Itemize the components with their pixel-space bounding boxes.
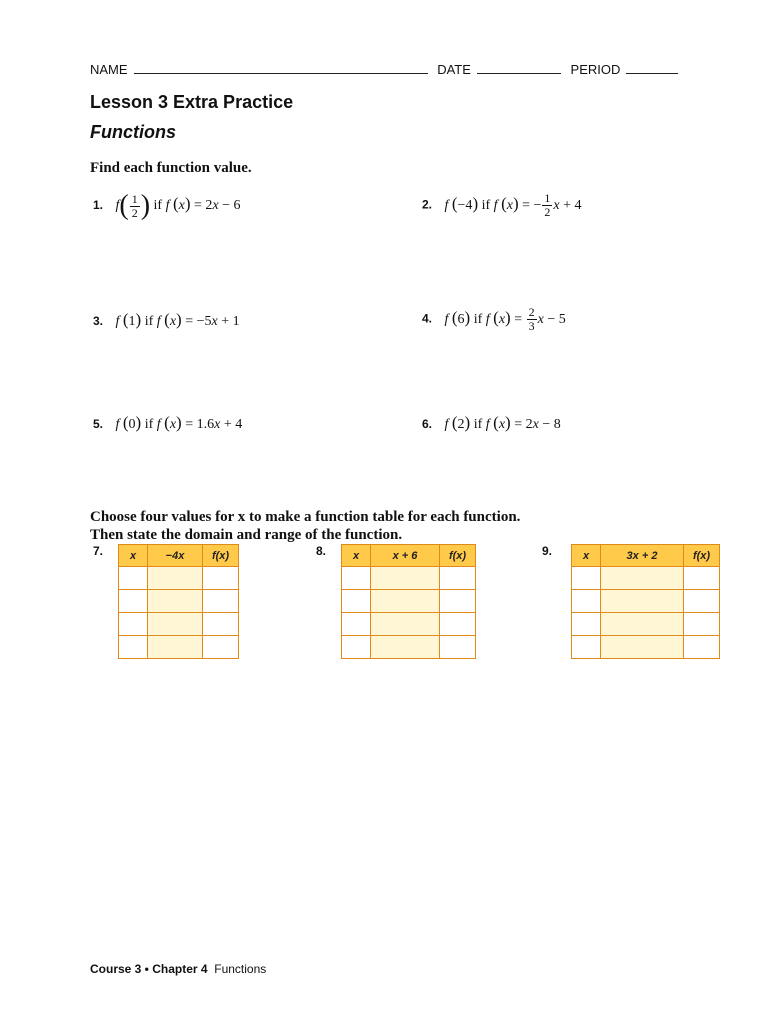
table-cell[interactable]	[572, 590, 601, 613]
problem-expression: f( $\frac{1}{2}$ ) if f (x) = 2x − 6	[115, 190, 241, 221]
table-9-number: 9.	[542, 544, 553, 558]
date-blank[interactable]	[477, 62, 561, 74]
col-header-rule: x + 6	[371, 545, 440, 567]
table-cell[interactable]	[342, 590, 371, 613]
problem-2	[422, 192, 582, 219]
table-row	[572, 636, 720, 659]
problem-number: 2.	[422, 197, 433, 212]
table-cell[interactable]	[342, 613, 371, 636]
table-cell[interactable]	[342, 636, 371, 659]
lesson-subtitle: Functions	[90, 122, 176, 142]
table-cell[interactable]	[203, 613, 239, 636]
table-row	[119, 636, 239, 659]
table-row	[572, 613, 720, 636]
col-header-x: x	[572, 545, 601, 567]
name-blank[interactable]	[134, 62, 428, 74]
problem-expression: f (1) if f (x) = −5x + 1	[115, 310, 240, 329]
table-cell[interactable]	[371, 636, 440, 659]
table-cell[interactable]	[148, 613, 203, 636]
table-cell[interactable]	[601, 567, 684, 590]
table-cell[interactable]	[601, 613, 684, 636]
instructions-function-table-line-1: Choose four values for x to make a function table for each function.	[90, 509, 521, 525]
table-cell[interactable]	[148, 636, 203, 659]
table-row	[342, 636, 476, 659]
problem-number: 4.	[422, 311, 433, 326]
table-cell[interactable]	[684, 636, 720, 659]
problem-4	[422, 306, 566, 333]
table-cell[interactable]	[684, 613, 720, 636]
table-row	[572, 567, 720, 590]
table-cell[interactable]	[119, 590, 148, 613]
table-cell[interactable]	[119, 567, 148, 590]
table-cell[interactable]	[601, 590, 684, 613]
table-cell[interactable]	[148, 590, 203, 613]
problem-6	[422, 413, 561, 433]
date-label: DATE	[437, 62, 471, 77]
instructions-find-values: Find each function value.	[90, 160, 252, 176]
col-header-fx: f(x)	[440, 545, 476, 567]
lesson-title: Lesson 3 Extra Practice	[90, 92, 294, 112]
col-header-fx: f(x)	[203, 545, 239, 567]
instructions-function-table-line-2: Then state the domain and range of the function.	[90, 527, 403, 543]
table-cell[interactable]	[440, 636, 476, 659]
table-8-number: 8.	[316, 544, 327, 558]
table-7-number: 7.	[93, 544, 104, 558]
problem-number: 5.	[93, 417, 104, 431]
problem-1	[93, 192, 241, 220]
table-cell[interactable]	[119, 636, 148, 659]
col-header-rule: 3x + 2	[601, 545, 684, 567]
col-header-fx: f(x)	[684, 545, 720, 567]
problem-number: 6.	[422, 417, 433, 431]
footer	[90, 962, 266, 976]
table-cell[interactable]	[371, 590, 440, 613]
table-cell[interactable]	[203, 567, 239, 590]
problem-3	[93, 310, 240, 330]
function-table-9	[571, 544, 720, 659]
problem-expression: f (6) if f (x) = $\frac{2}{3}$ x − 5	[444, 305, 566, 333]
table-cell[interactable]	[342, 567, 371, 590]
table-cell[interactable]	[148, 567, 203, 590]
table-cell[interactable]	[572, 567, 601, 590]
table-row	[342, 567, 476, 590]
table-row	[342, 590, 476, 613]
table-cell[interactable]	[572, 636, 601, 659]
function-table-7	[118, 544, 239, 659]
footer-course: Course 3 • Chapter 4	[90, 962, 208, 976]
table-row	[342, 613, 476, 636]
problem-expression: f (0) if f (x) = 1.6x + 4	[115, 413, 243, 432]
table-row	[119, 590, 239, 613]
col-header-x: x	[342, 545, 371, 567]
table-row	[119, 613, 239, 636]
period-label: PERIOD	[570, 62, 621, 77]
footer-topic: Functions	[214, 962, 267, 976]
table-cell[interactable]	[440, 567, 476, 590]
table-cell[interactable]	[572, 613, 601, 636]
table-cell[interactable]	[203, 636, 239, 659]
problem-5	[93, 413, 242, 433]
table-row	[572, 590, 720, 613]
problem-number: 3.	[93, 314, 104, 328]
table-cell[interactable]	[371, 567, 440, 590]
table-row	[119, 567, 239, 590]
name-label: NAME	[90, 62, 128, 77]
period-blank[interactable]	[626, 62, 678, 74]
header-fields	[90, 62, 684, 77]
col-header-rule: −4x	[148, 545, 203, 567]
col-header-x: x	[119, 545, 148, 567]
table-cell[interactable]	[440, 613, 476, 636]
table-cell[interactable]	[371, 613, 440, 636]
table-cell[interactable]	[684, 590, 720, 613]
problem-expression: f (−4) if f (x) = − $\frac{1}{2}$ x + 4	[444, 191, 582, 219]
problem-expression: f (2) if f (x) = 2x − 8	[444, 413, 561, 432]
problem-number: 1.	[93, 198, 104, 213]
table-cell[interactable]	[119, 613, 148, 636]
table-cell[interactable]	[684, 567, 720, 590]
table-cell[interactable]	[440, 590, 476, 613]
table-cell[interactable]	[203, 590, 239, 613]
function-table-8	[341, 544, 476, 659]
table-cell[interactable]	[601, 636, 684, 659]
